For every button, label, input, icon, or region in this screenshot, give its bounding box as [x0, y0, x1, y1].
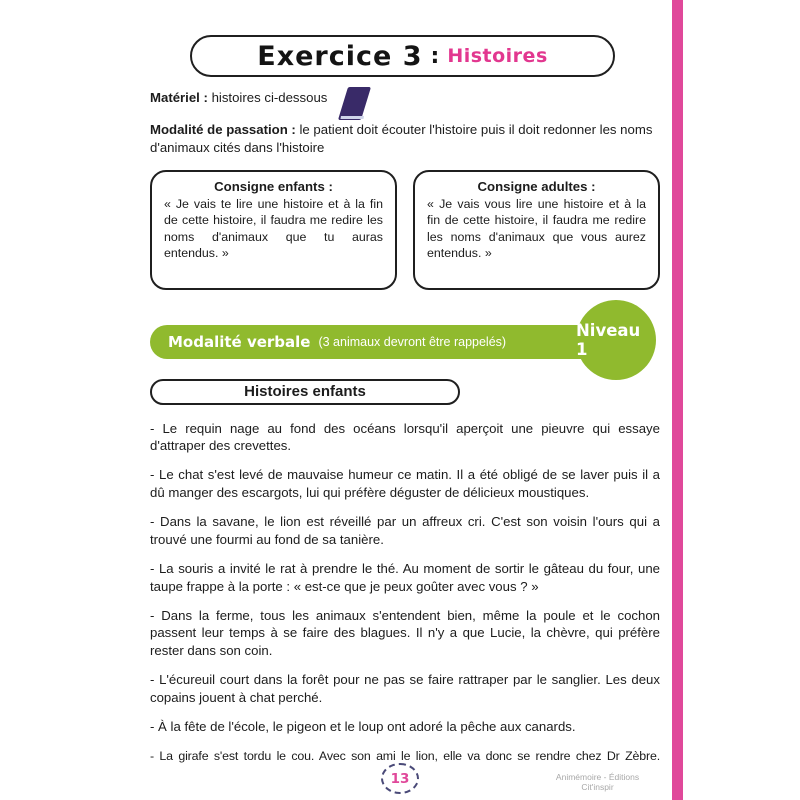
story-item: - À la fête de l'école, le pigeon et le loup ont adoré la pêche aux canards.: [150, 719, 576, 735]
page-number-badge: [381, 763, 419, 794]
story-item: - Dans la savane, le lion est réveillé par un affreux cri. C'est son voisin l'ours qui a trouvé une fourmi au fond de sa tanière.: [150, 514, 660, 547]
modalite-passation: [150, 121, 660, 157]
consigne-enfants-body: « Je vais te lire une histoire et à la fin de cette histoire, il faudra me redire les noms d'animaux que tu auras entendus. »: [164, 196, 383, 261]
modality-banner: [150, 320, 660, 359]
exercise-subject: Histoires: [447, 45, 548, 67]
materiel-label: Matériel :: [150, 90, 208, 105]
modalite-label: Modalité de passation :: [150, 122, 296, 137]
consigne-adultes-body: « Je vais vous lire une histoire et à la fin de cette histoire, il faudra me redire les noms d'animaux que vous aurez entendus. »: [427, 196, 646, 261]
page-number: 13: [390, 770, 410, 787]
exercise-number: Exercice 3: [257, 40, 423, 72]
publisher-credit: Animémoire - Éditions Cit'inspir: [555, 772, 640, 792]
consigne-enfants-box: [150, 170, 397, 290]
materiel-value: histoires ci-dessous: [211, 90, 328, 105]
story-item: - La souris a invité le rat à prendre le thé. Au moment de sortir le gâteau du four, une taupe frappe à la porte : « est-ce que je peux goûter avec vous ? »: [150, 561, 660, 594]
consigne-adultes-title: Consigne adultes :: [477, 178, 596, 194]
consigne-enfants-title: Consigne enfants :: [214, 178, 333, 194]
modality-label: Modalité verbale: [168, 332, 311, 351]
title-separator: :: [430, 43, 440, 69]
book-icon: [338, 87, 371, 120]
modality-note: (3 animaux devront être rappelés): [318, 334, 507, 349]
materiel-text: [150, 90, 327, 105]
consigne-adultes-box: [413, 170, 660, 290]
story-item: - Le requin nage au fond des océans lorsqu'il aperçoit une pieuvre qui essaye d'attraper des crevettes.: [150, 420, 660, 454]
story-item: - La girafe s'est tordu le cou. Avec son ami le lion, elle va donc se rendre chez Dr Zèbre.: [150, 748, 660, 763]
story-item: - Le chat s'est levé de mauvaise humeur ce matin. Il a été obligé de se laver puis il a dû manger des escargots, lui qui préfère déguster de délicieux moustiques.: [150, 467, 660, 500]
level-badge: Niveau 1: [576, 300, 656, 380]
story-item: - L'écureuil court dans la forêt pour ne pas se faire rattraper par le sanglier. Les deux copains jouent à chat perché.: [150, 672, 660, 705]
consigne-row: [150, 170, 660, 290]
stories-list: [150, 420, 660, 764]
story-item: - Dans la ferme, tous les animaux s'entendent bien, même la poule et le cochon passent leur temps à se faire des blagues. Il n'y a que Lucie, la chèvre, qui préfère rester dans son coin.: [150, 608, 660, 658]
section-title-box: Histoires enfants: [150, 379, 460, 405]
exercise-title-box: [190, 35, 615, 77]
page-content: [150, 0, 660, 776]
modalite-value: le patient doit écouter l'histoire puis il doit redonner les noms d'animaux cités dans l'histoire: [150, 122, 653, 155]
modality-banner-pill: [150, 325, 620, 359]
materiel-line: [150, 86, 660, 120]
page-edge-bar: [672, 0, 683, 800]
